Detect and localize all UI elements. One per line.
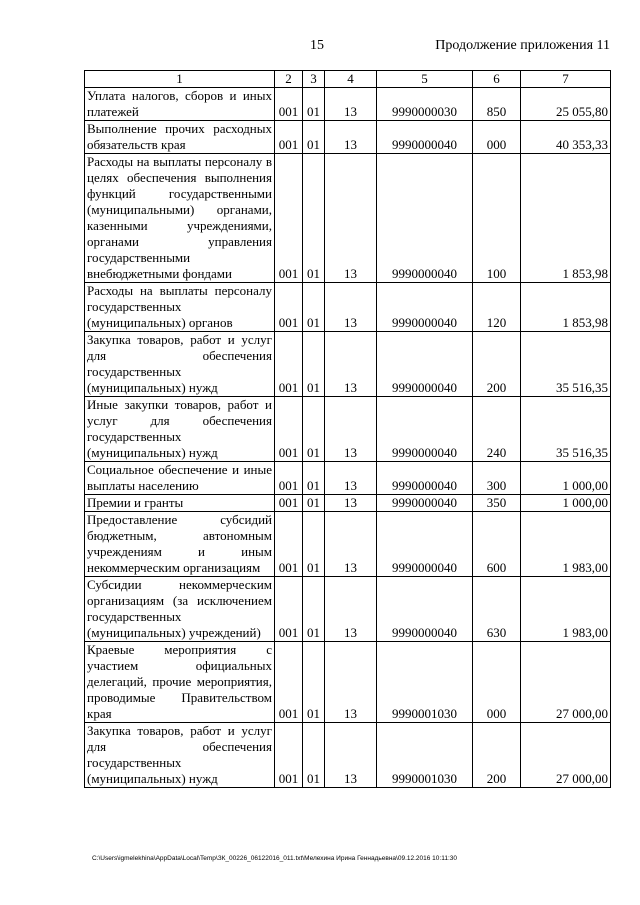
row-target-article-cell: 9990000040	[377, 512, 473, 577]
row-section-cell: 01	[303, 283, 325, 332]
row-name-cell: Премии и гранты	[85, 495, 275, 512]
table-row	[85, 88, 611, 121]
row-amount-cell: 1 983,00	[521, 512, 611, 577]
row-code-cell: 001	[275, 88, 303, 121]
row-subsection-cell: 13	[325, 154, 377, 283]
row-target-article-cell: 9990000040	[377, 154, 473, 283]
row-subsection-cell: 13	[325, 462, 377, 495]
row-target-article-cell: 9990000040	[377, 121, 473, 154]
row-subsection-cell: 13	[325, 397, 377, 462]
row-name-cell: Уплата налогов, сборов и иных платежей	[85, 88, 275, 121]
row-target-article-cell: 9990000040	[377, 332, 473, 397]
row-subsection-cell: 13	[325, 88, 377, 121]
column-header: 5	[377, 71, 473, 88]
row-amount-cell: 27 000,00	[521, 642, 611, 723]
row-amount-cell: 27 000,00	[521, 723, 611, 788]
row-subsection-cell: 13	[325, 283, 377, 332]
row-amount-cell: 1 000,00	[521, 495, 611, 512]
row-code-cell: 001	[275, 577, 303, 642]
row-expense-type-cell: 120	[473, 283, 521, 332]
row-target-article-cell: 9990001030	[377, 642, 473, 723]
row-name-cell: Социальное обеспечение и иные выплаты населению	[85, 462, 275, 495]
document-footer-path: C:\Users\igmelekhina\AppData\Local\Temp\ЗК_00226_06122016_011.txt\Мелехина Ирина Геннадьевна\09.12.2016 10:11:30	[92, 855, 457, 862]
row-name-cell: Субсидии некоммерческим организациям (за исключением государственных (муниципальных) учреждений)	[85, 577, 275, 642]
row-section-cell: 01	[303, 332, 325, 397]
row-expense-type-cell: 000	[473, 121, 521, 154]
row-subsection-cell: 13	[325, 495, 377, 512]
row-expense-type-cell: 100	[473, 154, 521, 283]
column-header: 6	[473, 71, 521, 88]
table-row	[85, 495, 611, 512]
table-row	[85, 332, 611, 397]
row-target-article-cell: 9990000040	[377, 283, 473, 332]
row-target-article-cell: 9990000030	[377, 88, 473, 121]
row-section-cell: 01	[303, 397, 325, 462]
table-row	[85, 154, 611, 283]
row-section-cell: 01	[303, 723, 325, 788]
row-expense-type-cell: 200	[473, 332, 521, 397]
row-section-cell: 01	[303, 88, 325, 121]
row-target-article-cell: 9990001030	[377, 723, 473, 788]
row-expense-type-cell: 630	[473, 577, 521, 642]
table-row	[85, 462, 611, 495]
row-name-cell: Расходы на выплаты персоналу в целях обеспечения выполнения функций государственными (муниципальными) органами, казенными учреждениями, органами управления государственными внебюджетными фондами	[85, 154, 275, 283]
table-row	[85, 723, 611, 788]
row-expense-type-cell: 000	[473, 642, 521, 723]
row-code-cell: 001	[275, 121, 303, 154]
table-row	[85, 283, 611, 332]
row-expense-type-cell: 600	[473, 512, 521, 577]
row-expense-type-cell: 850	[473, 88, 521, 121]
row-code-cell: 001	[275, 332, 303, 397]
row-subsection-cell: 13	[325, 121, 377, 154]
row-name-cell: Иные закупки товаров, работ и услуг для обеспечения государственных (муниципальных) нужд	[85, 397, 275, 462]
row-target-article-cell: 9990000040	[377, 462, 473, 495]
row-section-cell: 01	[303, 462, 325, 495]
row-name-cell: Закупка товаров, работ и услуг для обеспечения государственных (муниципальных) нужд	[85, 332, 275, 397]
row-section-cell: 01	[303, 495, 325, 512]
row-subsection-cell: 13	[325, 512, 377, 577]
row-name-cell: Краевые мероприятия с участием официальных делегаций, прочие мероприятия, проводимые Правительством края	[85, 642, 275, 723]
budget-table	[84, 70, 611, 788]
row-target-article-cell: 9990000040	[377, 495, 473, 512]
row-amount-cell: 35 516,35	[521, 332, 611, 397]
row-code-cell: 001	[275, 642, 303, 723]
row-code-cell: 001	[275, 283, 303, 332]
row-code-cell: 001	[275, 512, 303, 577]
row-name-cell: Расходы на выплаты персоналу государственных (муниципальных) органов	[85, 283, 275, 332]
row-amount-cell: 35 516,35	[521, 397, 611, 462]
table-row	[85, 642, 611, 723]
row-subsection-cell: 13	[325, 723, 377, 788]
appendix-continuation-label: Продолжение приложения 11	[435, 38, 610, 53]
row-subsection-cell: 13	[325, 642, 377, 723]
row-target-article-cell: 9990000040	[377, 397, 473, 462]
row-section-cell: 01	[303, 642, 325, 723]
column-header: 1	[85, 71, 275, 88]
column-header: 4	[325, 71, 377, 88]
row-expense-type-cell: 350	[473, 495, 521, 512]
row-section-cell: 01	[303, 121, 325, 154]
row-code-cell: 001	[275, 723, 303, 788]
table-row	[85, 577, 611, 642]
row-code-cell: 001	[275, 154, 303, 283]
row-expense-type-cell: 300	[473, 462, 521, 495]
table-row	[85, 121, 611, 154]
row-code-cell: 001	[275, 462, 303, 495]
row-code-cell: 001	[275, 397, 303, 462]
column-header: 3	[303, 71, 325, 88]
row-subsection-cell: 13	[325, 332, 377, 397]
row-amount-cell: 40 353,33	[521, 121, 611, 154]
row-expense-type-cell: 240	[473, 397, 521, 462]
row-section-cell: 01	[303, 154, 325, 283]
page-number: 15	[310, 38, 324, 53]
row-code-cell: 001	[275, 495, 303, 512]
table-row	[85, 397, 611, 462]
row-section-cell: 01	[303, 577, 325, 642]
row-name-cell: Выполнение прочих расходных обязательств края	[85, 121, 275, 154]
row-subsection-cell: 13	[325, 577, 377, 642]
row-amount-cell: 1 983,00	[521, 577, 611, 642]
row-name-cell: Предоставление субсидий бюджетным, автономным учреждениям и иным некоммерческим организациям	[85, 512, 275, 577]
table-header-row	[85, 71, 611, 88]
column-header: 2	[275, 71, 303, 88]
row-section-cell: 01	[303, 512, 325, 577]
row-amount-cell: 1 853,98	[521, 283, 611, 332]
table-body	[85, 88, 611, 788]
row-name-cell: Закупка товаров, работ и услуг для обеспечения государственных (муниципальных) нужд	[85, 723, 275, 788]
table-row	[85, 512, 611, 577]
row-amount-cell: 1 853,98	[521, 154, 611, 283]
column-header: 7	[521, 71, 611, 88]
row-target-article-cell: 9990000040	[377, 577, 473, 642]
row-amount-cell: 25 055,80	[521, 88, 611, 121]
row-expense-type-cell: 200	[473, 723, 521, 788]
row-amount-cell: 1 000,00	[521, 462, 611, 495]
